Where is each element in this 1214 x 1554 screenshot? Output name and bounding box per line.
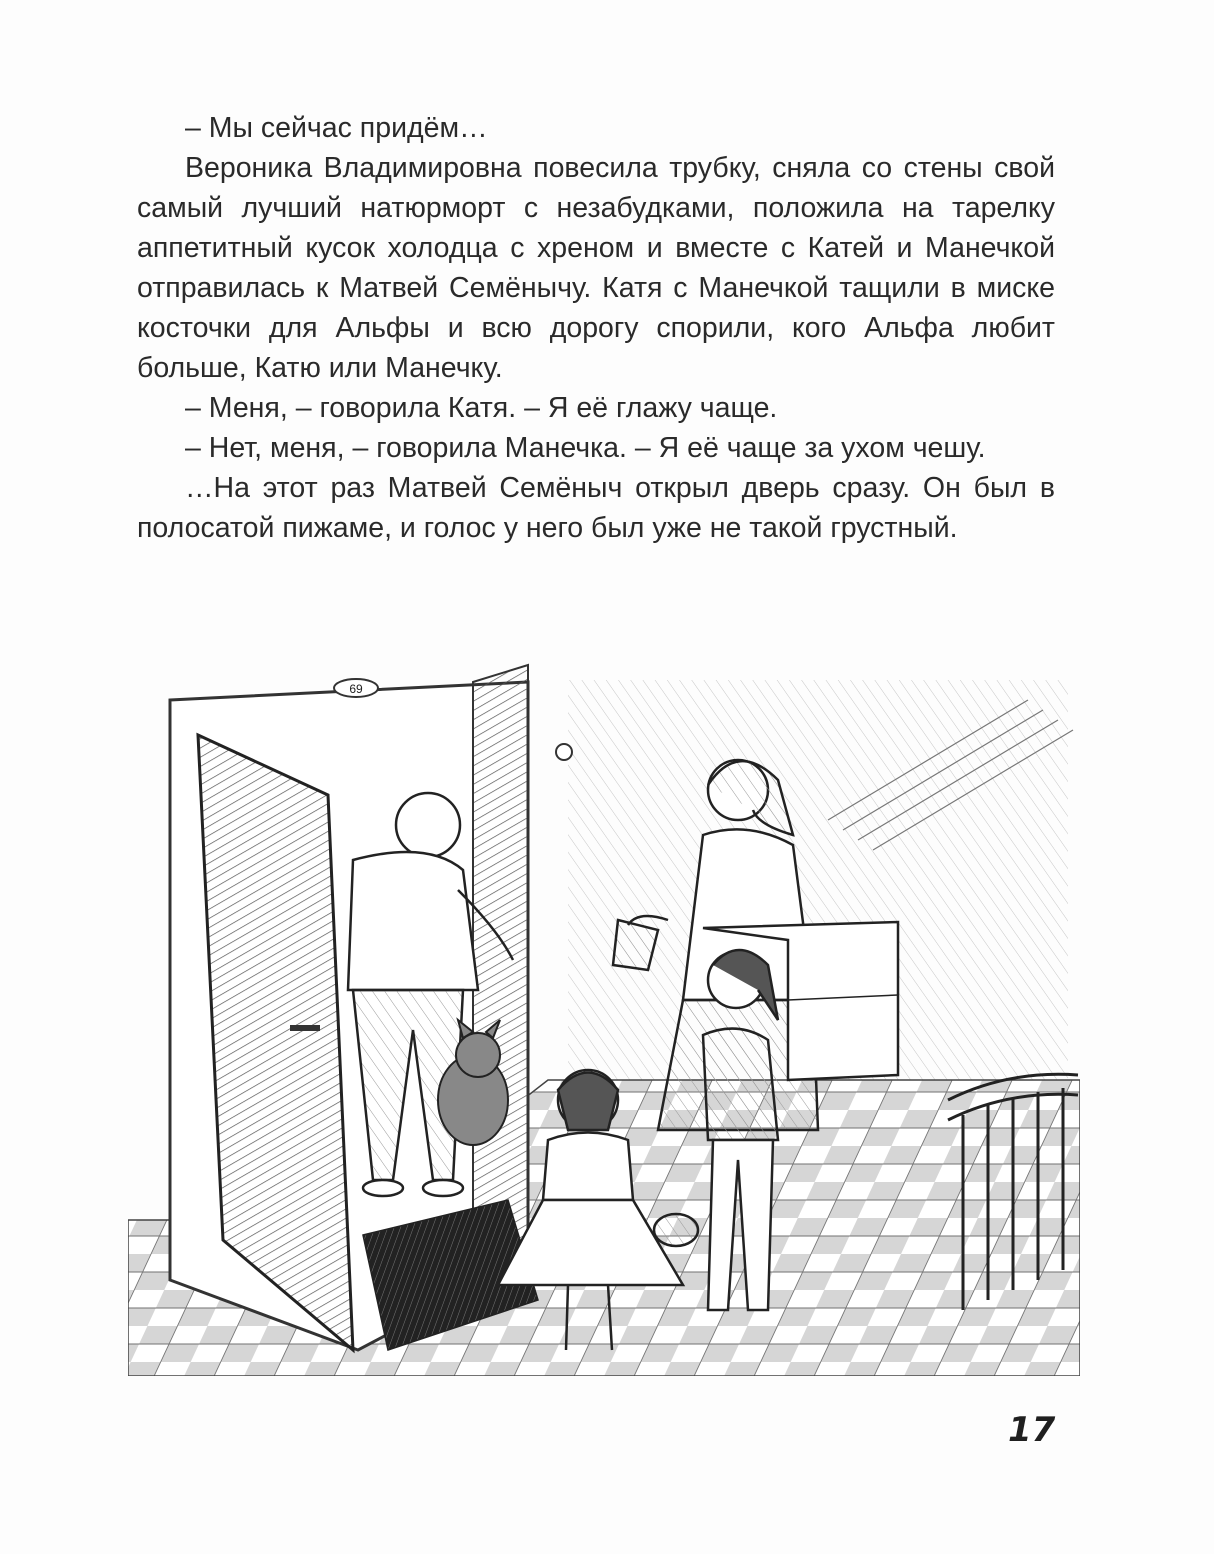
doorway-illustration: [128, 660, 1080, 1376]
body-text: [137, 108, 1055, 548]
page-number: 17: [1008, 1410, 1056, 1450]
door-handle: [290, 1025, 320, 1031]
paragraph: – Меня, – говорила Катя. – Я её глажу чаще.: [185, 392, 778, 424]
door-number: 69: [349, 682, 363, 696]
paragraph: Вероника Владимировна повесила трубку, сняла со стены свой самый лучший натюрморт с незабудками, положила на тарелку аппетитный кусок холодца с хреном и вместе с Катей и Манечкой отправилась к Матвей Семёнычу. Катя с Манечкой тащили в миске косточки для Альфы и всю дорогу спорили, кого Альфа любит больше, Катю или Манечку.: [137, 152, 1055, 384]
paragraph: – Нет, меня, – говорила Манечка. – Я её чаще за ухом чешу.: [185, 432, 986, 464]
paragraph: …На этот раз Матвей Семёныч открыл дверь сразу. Он был в полосатой пижаме, и голос у него был уже не такой грустный.: [137, 472, 1055, 544]
paragraph: – Мы сейчас придём…: [185, 112, 488, 144]
